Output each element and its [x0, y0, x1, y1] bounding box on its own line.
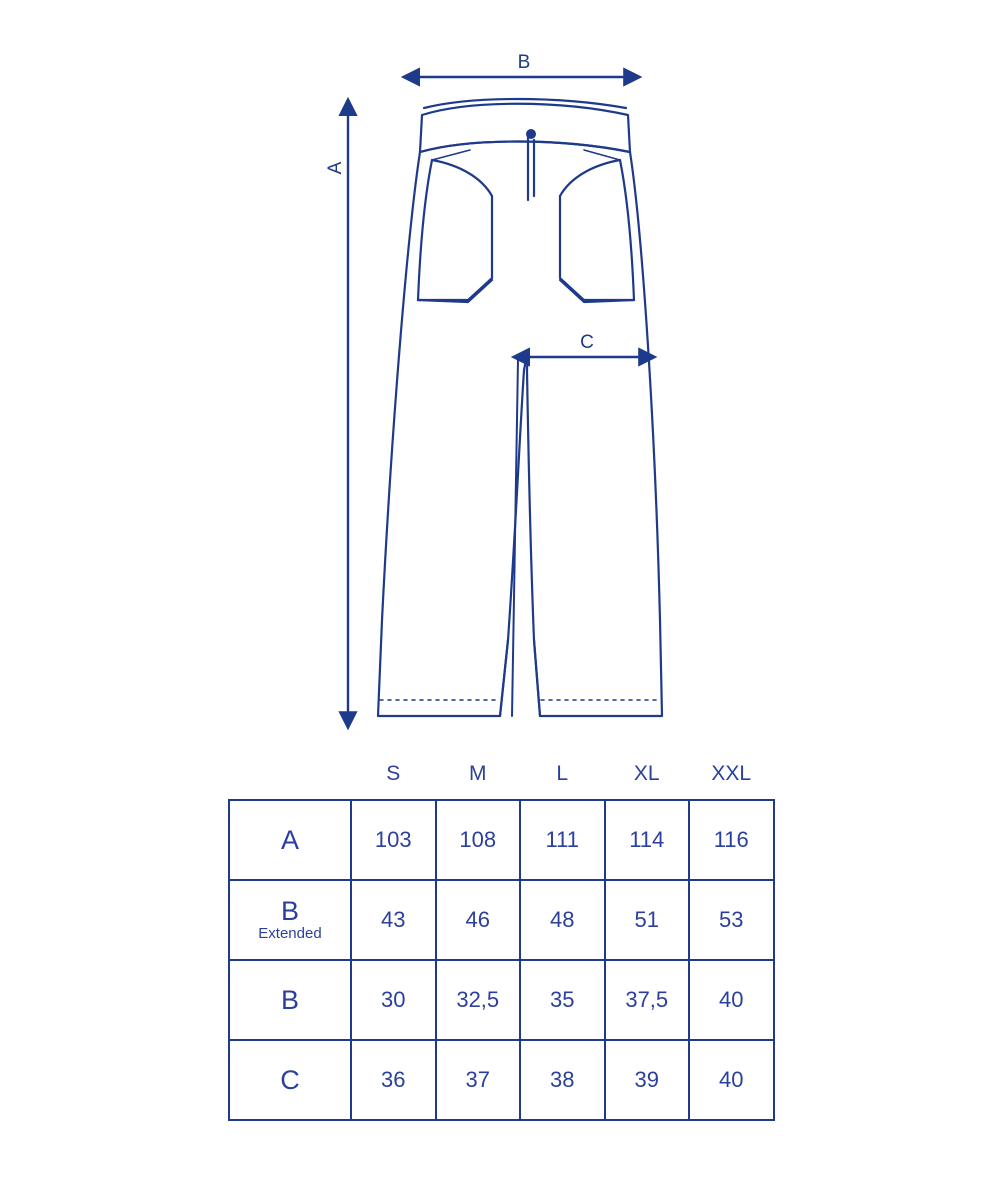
size-chart: [228, 752, 773, 1121]
cell-c-m: 37: [436, 1040, 521, 1120]
cell-c-s: 36: [351, 1040, 436, 1120]
cell-bext-s: 43: [351, 880, 436, 960]
cell-a-l: 111: [520, 800, 605, 880]
cell-bext-m: 46: [436, 880, 521, 960]
cell-c-l: 38: [520, 1040, 605, 1120]
row-label-b-text: B: [280, 984, 299, 1015]
table-header-row: [229, 752, 774, 800]
table-row: [229, 880, 774, 960]
cell-b-xl: 37,5: [605, 960, 690, 1040]
header-size-m: M: [469, 762, 487, 785]
size-table: [228, 752, 775, 1121]
label-b-top: B: [517, 52, 531, 73]
header-size-xl: XL: [633, 762, 660, 785]
row-label-a: [229, 800, 351, 880]
cell-c-xl: 39: [605, 1040, 690, 1120]
row-label-c-text: C: [280, 1064, 300, 1095]
cell-b-m: 32,5: [436, 960, 521, 1040]
cell-a-xl: 114: [605, 800, 690, 880]
row-label-b-extended-text: B: [280, 896, 299, 927]
cell-bext-xxl: 53: [689, 880, 774, 960]
cell-c-xxl: 40: [689, 1040, 774, 1120]
table-row: [229, 800, 774, 880]
row-label-a-text: A: [280, 824, 299, 855]
cell-a-s: 103: [351, 800, 436, 880]
cell-b-l: 35: [520, 960, 605, 1040]
header-blank: [229, 752, 351, 800]
cell-a-m: 108: [436, 800, 521, 880]
cell-bext-l: 48: [520, 880, 605, 960]
cell-a-xxl: 116: [689, 800, 774, 880]
table-row: [229, 960, 774, 1040]
header-size-s: S: [386, 762, 401, 785]
label-c-mid: C: [580, 332, 594, 353]
row-label-c: [229, 1040, 351, 1120]
cell-b-xxl: 40: [689, 960, 774, 1040]
row-label-b: [229, 960, 351, 1040]
row-label-b-extended-sub: Extended: [258, 925, 322, 943]
header-size-xxl: XXL: [711, 762, 752, 785]
header-size-l: L: [556, 762, 569, 785]
label-a-left: A: [325, 161, 346, 175]
cell-bext-xl: 51: [605, 880, 690, 960]
cell-b-s: 30: [351, 960, 436, 1040]
table-row: [229, 1040, 774, 1120]
row-label-b-extended: [229, 880, 351, 960]
